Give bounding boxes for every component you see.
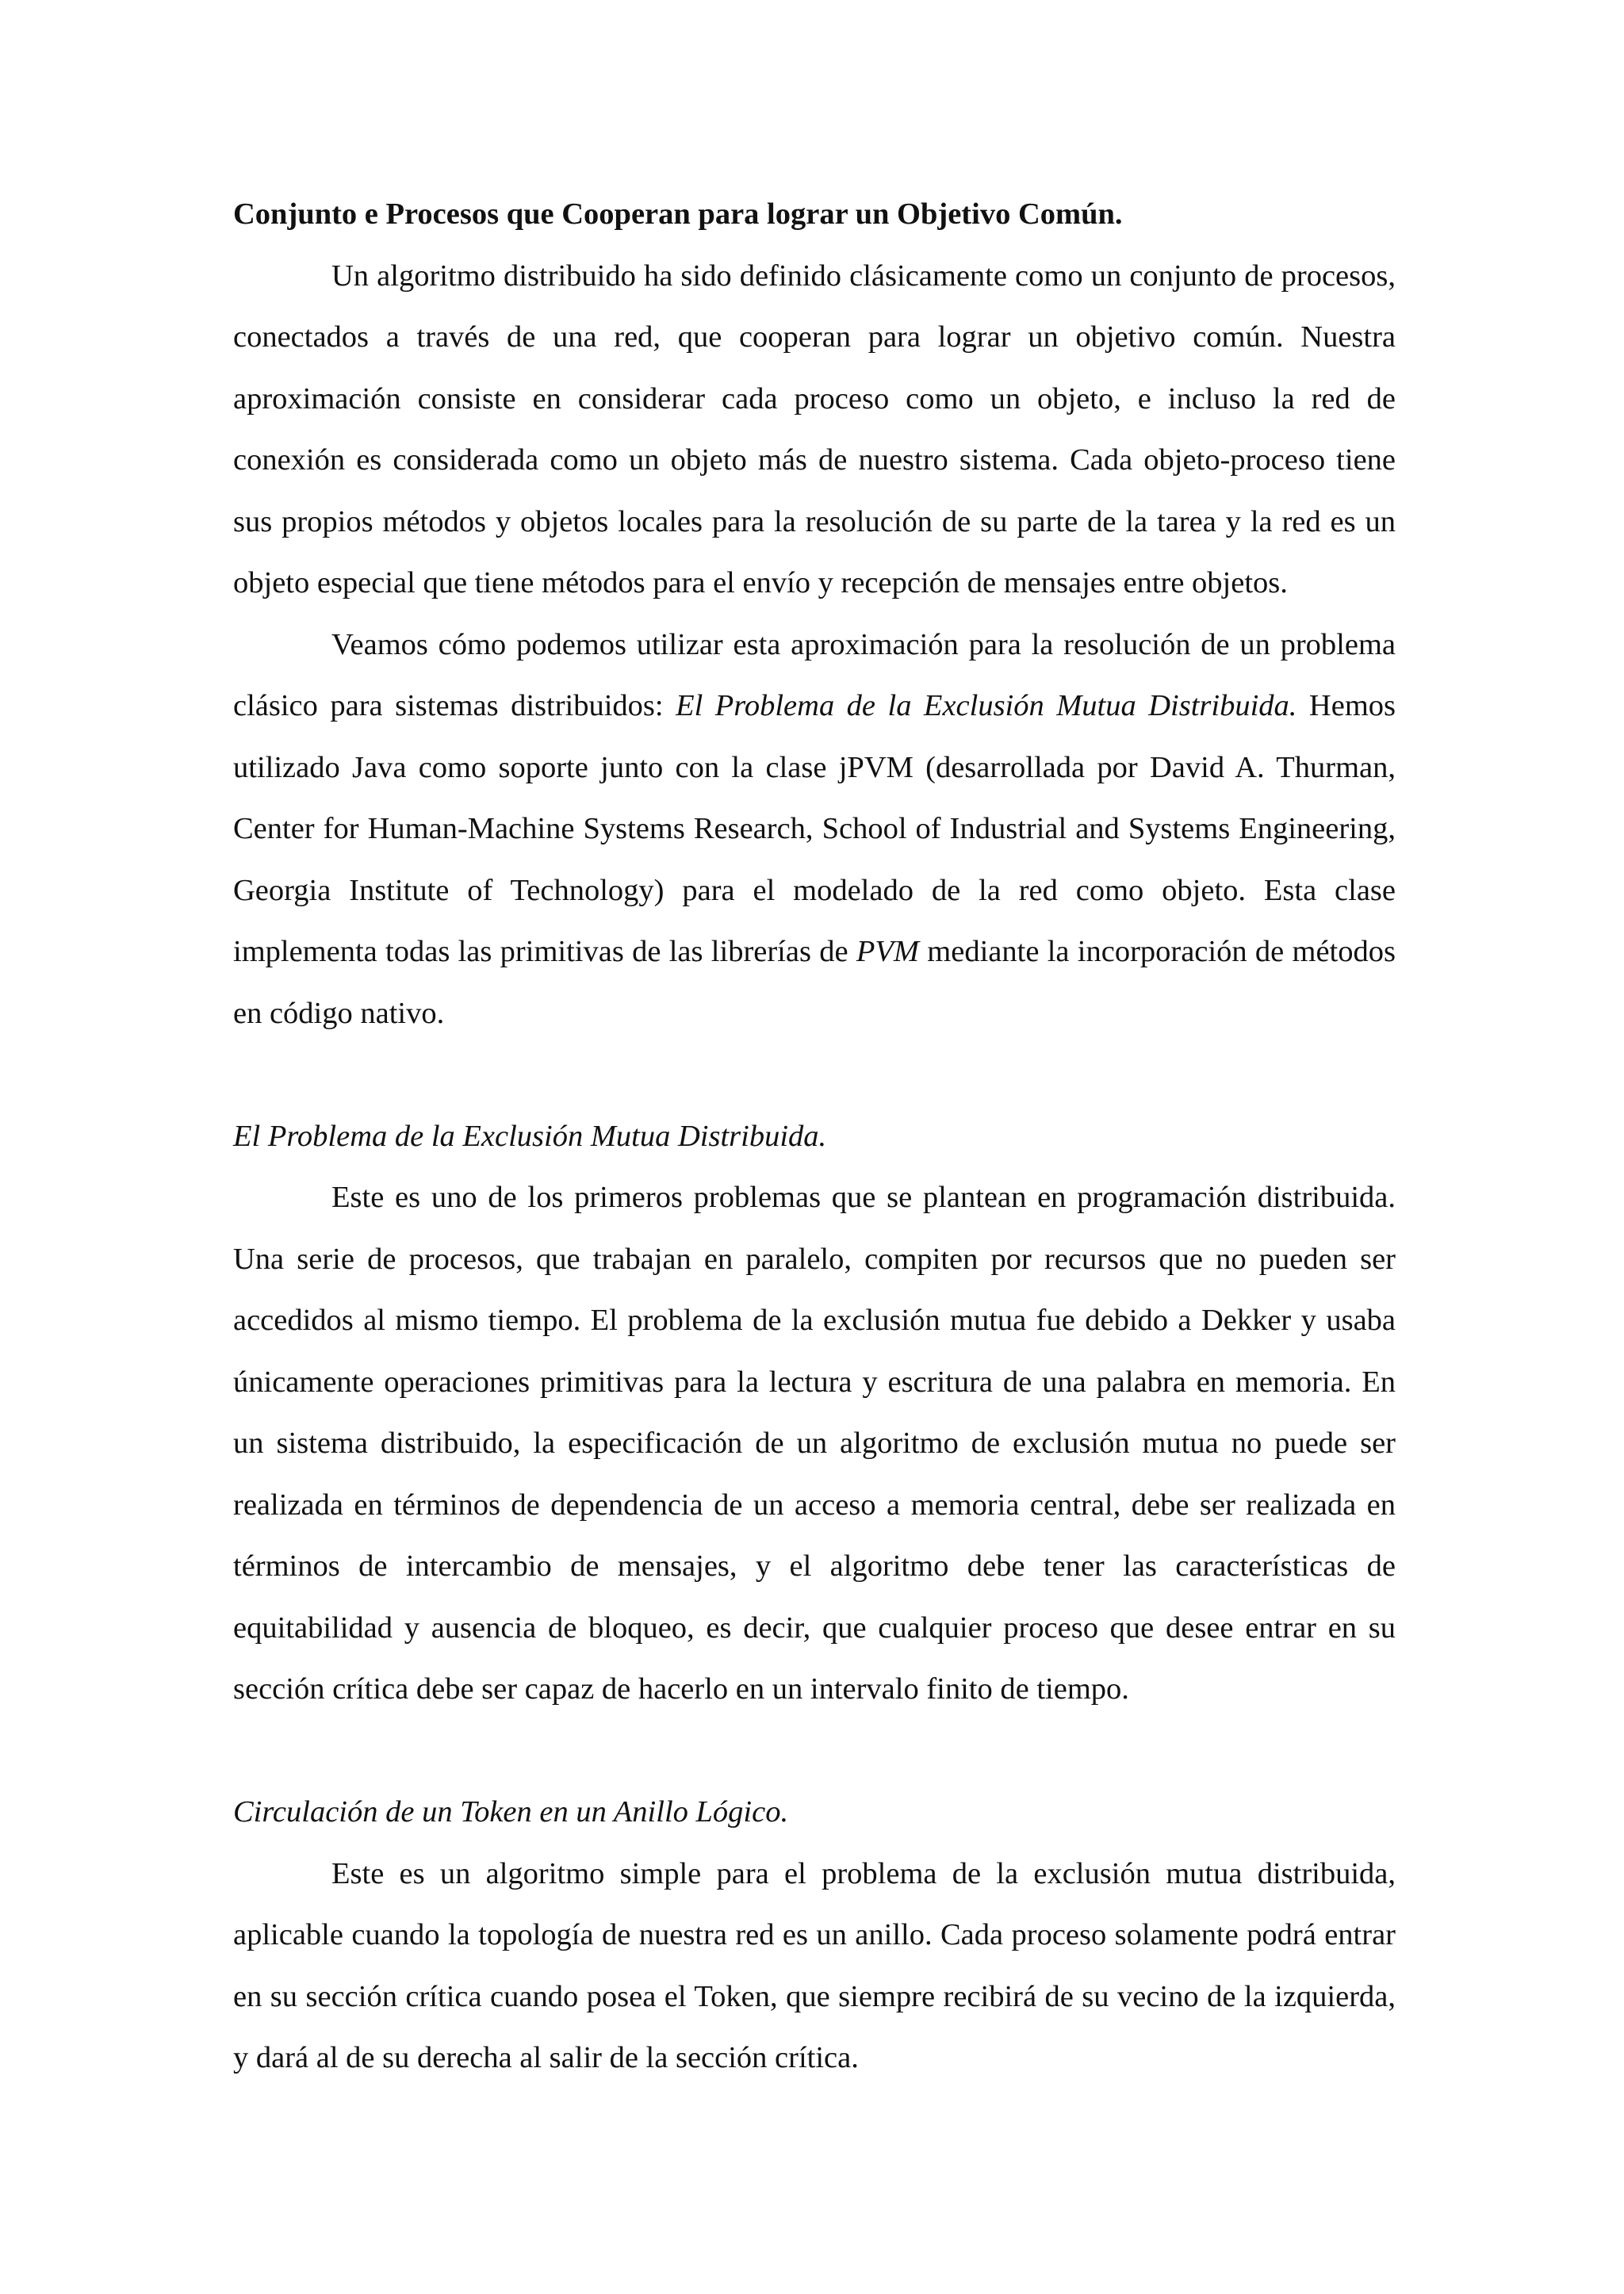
paragraph-approach-java-jpvm bbox=[233, 615, 1396, 1045]
paragraph-distributed-algorithm-definition: Un algoritmo distribuido ha sido definido clásicamente como un conjunto de procesos, conectados a través de una red, que cooperan para lograr un objetivo común. Nuestra aproximación consiste en considerar cada proceso como un objeto, e incluso la red de conexión es considerada como un objeto más de nuestro sistema. Cada objeto-proceso tiene sus propios métodos y objetos locales para la resolución de su parte de la tarea y la red es un objeto especial que tiene métodos para el envío y recepción de mensajes entre objetos. bbox=[233, 259, 1396, 599]
paragraph-text: Veamos cómo podemos utilizar esta aproximación para la resolución de un problema clásico para sistemas distribuidos: bbox=[233, 627, 1396, 722]
paragraph-text: Hemos utilizado Java como soporte junto con la clase jPVM (desarrollada por David A. Thurman, Center for Human-Machine Systems Research, School of Industrial and Systems Engineering, Georgia Institute of Technology) para el modelado de la red como objeto. Esta clase implementa todas las primitivas de las librerías de bbox=[233, 689, 1396, 968]
paragraph-token-ring-algorithm: Este es un algoritmo simple para el problema de la exclusión mutua distribuida, aplicable cuando la topología de nuestra red es un anillo. Cada proceso solamente podrá entrar en su sección crítica cuando posea el Token, que siempre recibirá de su vecino de la izquierda, y dará al de su derecha al salir de la sección crítica. bbox=[233, 1856, 1396, 2074]
section-heading-cooperating-processes: Conjunto e Procesos que Cooperan para lograr un Objetivo Común. bbox=[233, 197, 1123, 231]
spacer bbox=[233, 1044, 1396, 1106]
italic-problem-title: El Problema de la Exclusión Mutua Distribuida. bbox=[676, 689, 1297, 722]
section-heading-mutual-exclusion: El Problema de la Exclusión Mutua Distribuida. bbox=[233, 1119, 827, 1153]
italic-pvm: PVM bbox=[856, 935, 919, 968]
spacer bbox=[233, 1721, 1396, 1783]
section-heading-token-ring: Circulación de un Token en un Anillo Lógico. bbox=[233, 1795, 789, 1829]
paragraph-text: mediante la incorporación de métodos en código nativo. bbox=[233, 935, 1396, 1030]
document-page bbox=[233, 184, 1396, 2089]
paragraph-mutual-exclusion-problem: Este es uno de los primeros problemas que se plantean en programación distribuida. Una serie de procesos, que trabajan en paralelo, compiten por recursos que no pueden ser accedidos al mismo tiempo. El problema de la exclusión mutua fue debido a Dekker y usaba únicamente operaciones primitivas para la lectura y escritura de una palabra en memoria. En un sistema distribuido, la especificación de un algoritmo de exclusión mutua no puede ser realizada en términos de dependencia de un acceso a memoria central, debe ser realizada en términos de intercambio de mensajes, y el algoritmo debe tener las características de equitabilidad y ausencia de bloqueo, es decir, que cualquier proceso que desee entrar en su sección crítica debe ser capaz de hacerlo en un intervalo finito de tiempo. bbox=[233, 1181, 1396, 1706]
